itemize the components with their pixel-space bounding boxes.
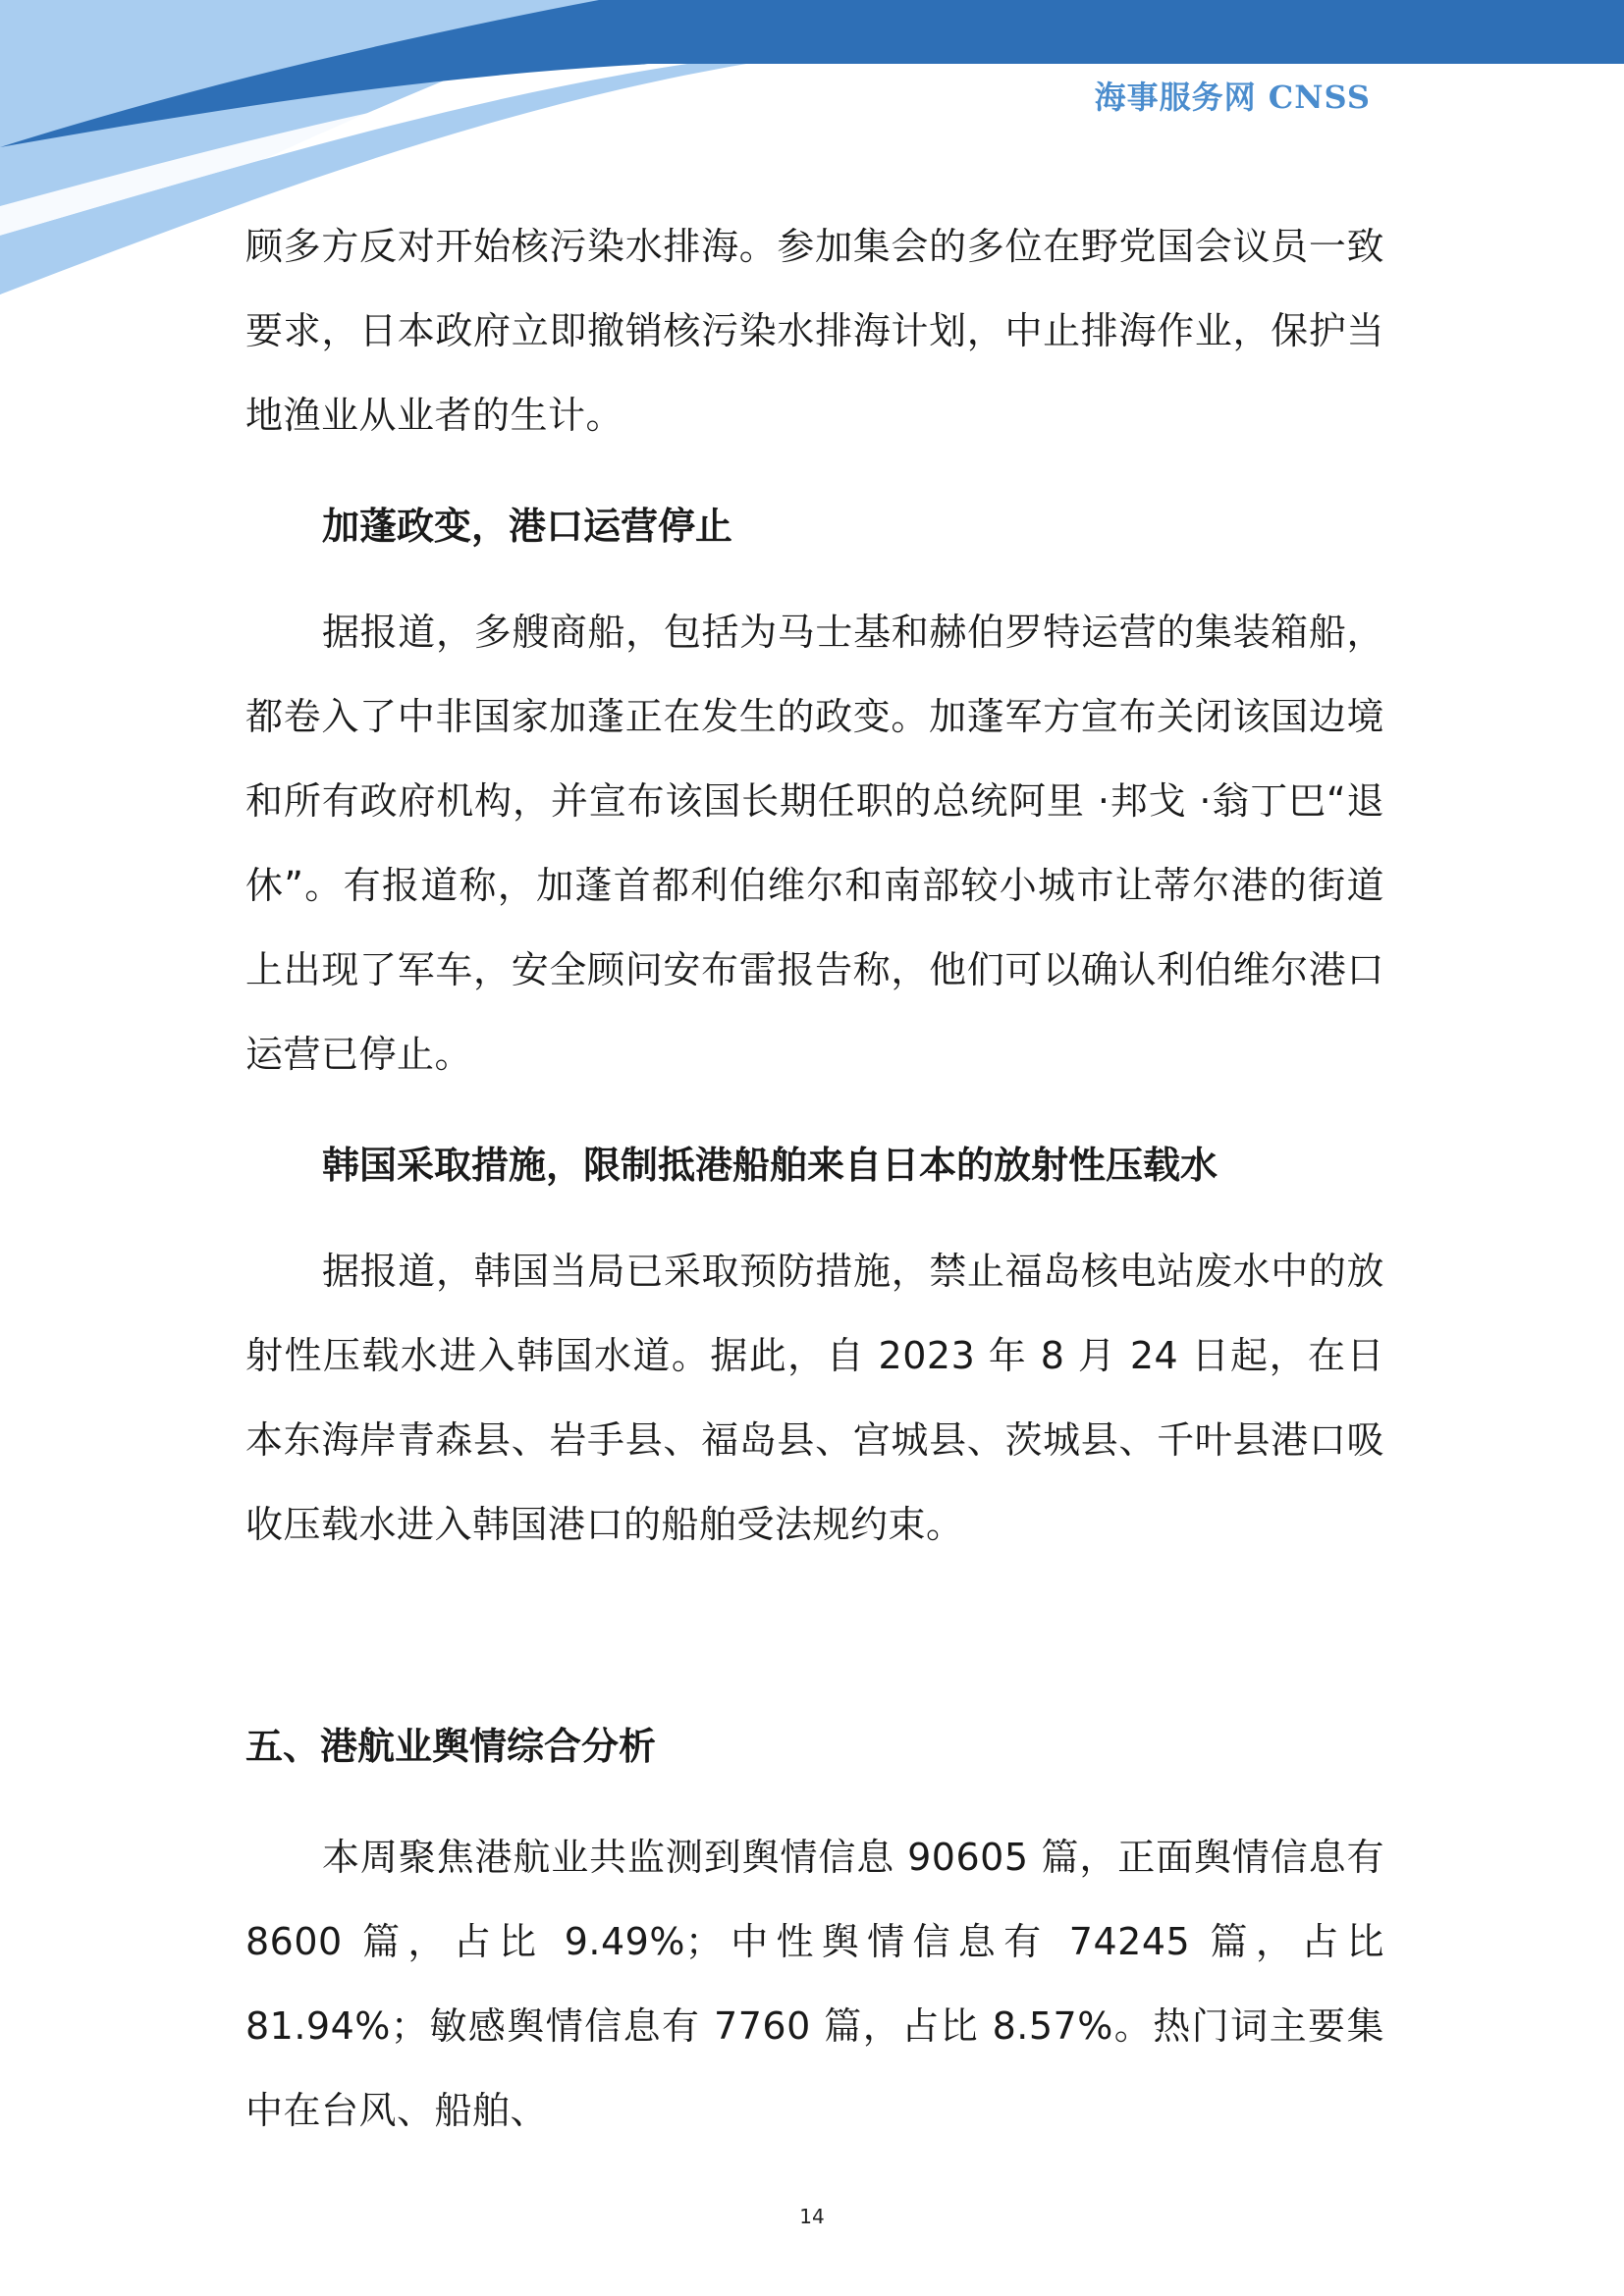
brand-logo-text: 海事服务网 CNSS [1094, 79, 1371, 116]
paragraph-analysis: 本周聚焦港航业共监测到舆情信息 90605 篇，正面舆情信息有8600 篇，占比 9.49%；中性舆情信息有 74245 篇，占比 81.94%；敏感舆情信息有 7760 篇，占比 8.57%。热门词主要集中在台风、船舶、 [245, 1836, 1384, 2132]
page-number: 14 [799, 2205, 825, 2228]
subheading-gabon: 加蓬政变，港口运营停止 [322, 505, 733, 548]
section-title-analysis: 五、港航业舆情综合分析 [245, 1725, 657, 1768]
paragraph-korea: 据报道，韩国当局已采取预防措施，禁止福岛核电站废水中的放射性压载水进入韩国水道。据此，自 2023 年 8 月 24 日起，在日本东海岸青森县、岩手县、福岛县、宫城县、茨城县、千叶县港口吸收压载水进入韩国港口的船舶受法规约束。 [245, 1250, 1384, 1546]
document-body [245, 204, 1384, 2153]
paragraph-gabon: 据报道，多艘商船，包括为马士基和赫伯罗特运营的集装箱船，都卷入了中非国家加蓬正在发生的政变。加蓬军方宣布关闭该国边境和所有政府机构，并宣布该国长期任职的总统阿里 ·邦戈 ·翁丁巴“退休”。有报道称，加蓬首都利伯维尔和南部较小城市让蒂尔港的街道上出现了军车，安全顾问安布雷报告称，他们可以确认利伯维尔港口运营已停止。 [245, 611, 1384, 1076]
paragraph-nuclear-water: 顾多方反对开始核污染水排海。参加集会的多位在野党国会议员一致要求，日本政府立即撤销核污染水排海计划，中止排海作业，保护当地渔业从业者的生计。 [245, 225, 1384, 437]
subheading-korea: 韩国采取措施，限制抵港船舶来自日本的放射性压载水 [322, 1144, 1218, 1187]
